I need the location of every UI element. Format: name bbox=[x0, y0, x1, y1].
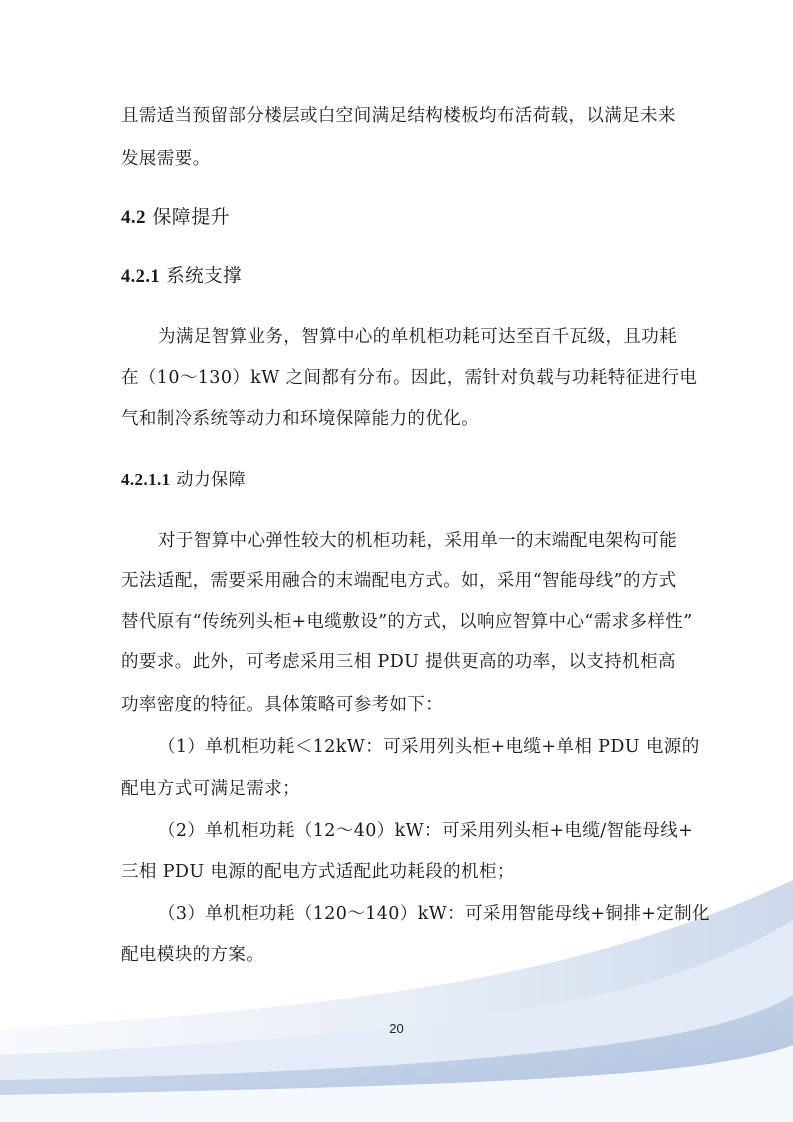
subsubsection-number: 4.2.1.1 bbox=[121, 470, 171, 489]
subsubsection-title: 动力保障 bbox=[176, 470, 246, 490]
list-item-line: （2）单机柜功耗（12～40）kW：可采用列头柜+电缆/智能母线+ bbox=[158, 821, 694, 841]
section-heading bbox=[121, 205, 701, 230]
paragraph-power-line: 无法适配，需要采用融合的末端配电方式。如，采用“智能母线”的方式 bbox=[121, 571, 677, 591]
subsection-number: 4.2.1 bbox=[121, 267, 160, 287]
paragraph-power-line: 替代原有“传统列头柜+电缆敷设”的方式，以响应智算中心“需求多样性” bbox=[121, 612, 693, 632]
paragraph-power-line: 功率密度的特征。具体策略可参考如下： bbox=[121, 695, 444, 715]
paragraph-support-line: 在（10～130）kW 之间都有分布。因此，需针对负载与功耗特征进行电 bbox=[121, 368, 698, 388]
list-item-line: 配电方式可满足需求； bbox=[121, 779, 300, 799]
list-item-line: 配电模块的方案。 bbox=[121, 945, 265, 965]
page-number: 20 bbox=[389, 1021, 404, 1036]
paragraph-support-line: 气和制冷系统等动力和环境保障能力的优化。 bbox=[121, 409, 479, 429]
paragraph-intro-line: 且需适当预留部分楼层或白空间满足结构楼板均布活荷载，以满足未来 bbox=[121, 106, 676, 126]
subsection-title: 系统支撑 bbox=[166, 266, 242, 287]
list-item-line: （3）单机柜功耗（120～140）kW：可采用智能母线+铜排+定制化 bbox=[158, 904, 710, 924]
paragraph-power-line: 的要求。此外，可考虑采用三相 PDU 提供更高的功率，以支持机柜高 bbox=[121, 652, 676, 672]
section-number: 4.2 bbox=[121, 207, 146, 228]
list-item-line: 三相 PDU 电源的配电方式适配此功耗段的机柜； bbox=[121, 862, 515, 882]
subsubsection-heading bbox=[121, 468, 701, 492]
subsection-heading bbox=[121, 265, 701, 289]
paragraph-support-line: 为满足智算业务，智算中心的单机柜功耗可达至百千瓦级，且功耗 bbox=[158, 327, 678, 347]
list-item-line: （1）单机柜功耗＜12kW：可采用列头柜+电缆+单相 PDU 电源的 bbox=[158, 737, 700, 757]
paragraph-intro-line: 发展需要。 bbox=[121, 149, 211, 169]
section-title: 保障提升 bbox=[152, 206, 231, 228]
paragraph-power-line: 对于智算中心弹性较大的机柜功耗，采用单一的末端配电架构可能 bbox=[158, 531, 678, 551]
